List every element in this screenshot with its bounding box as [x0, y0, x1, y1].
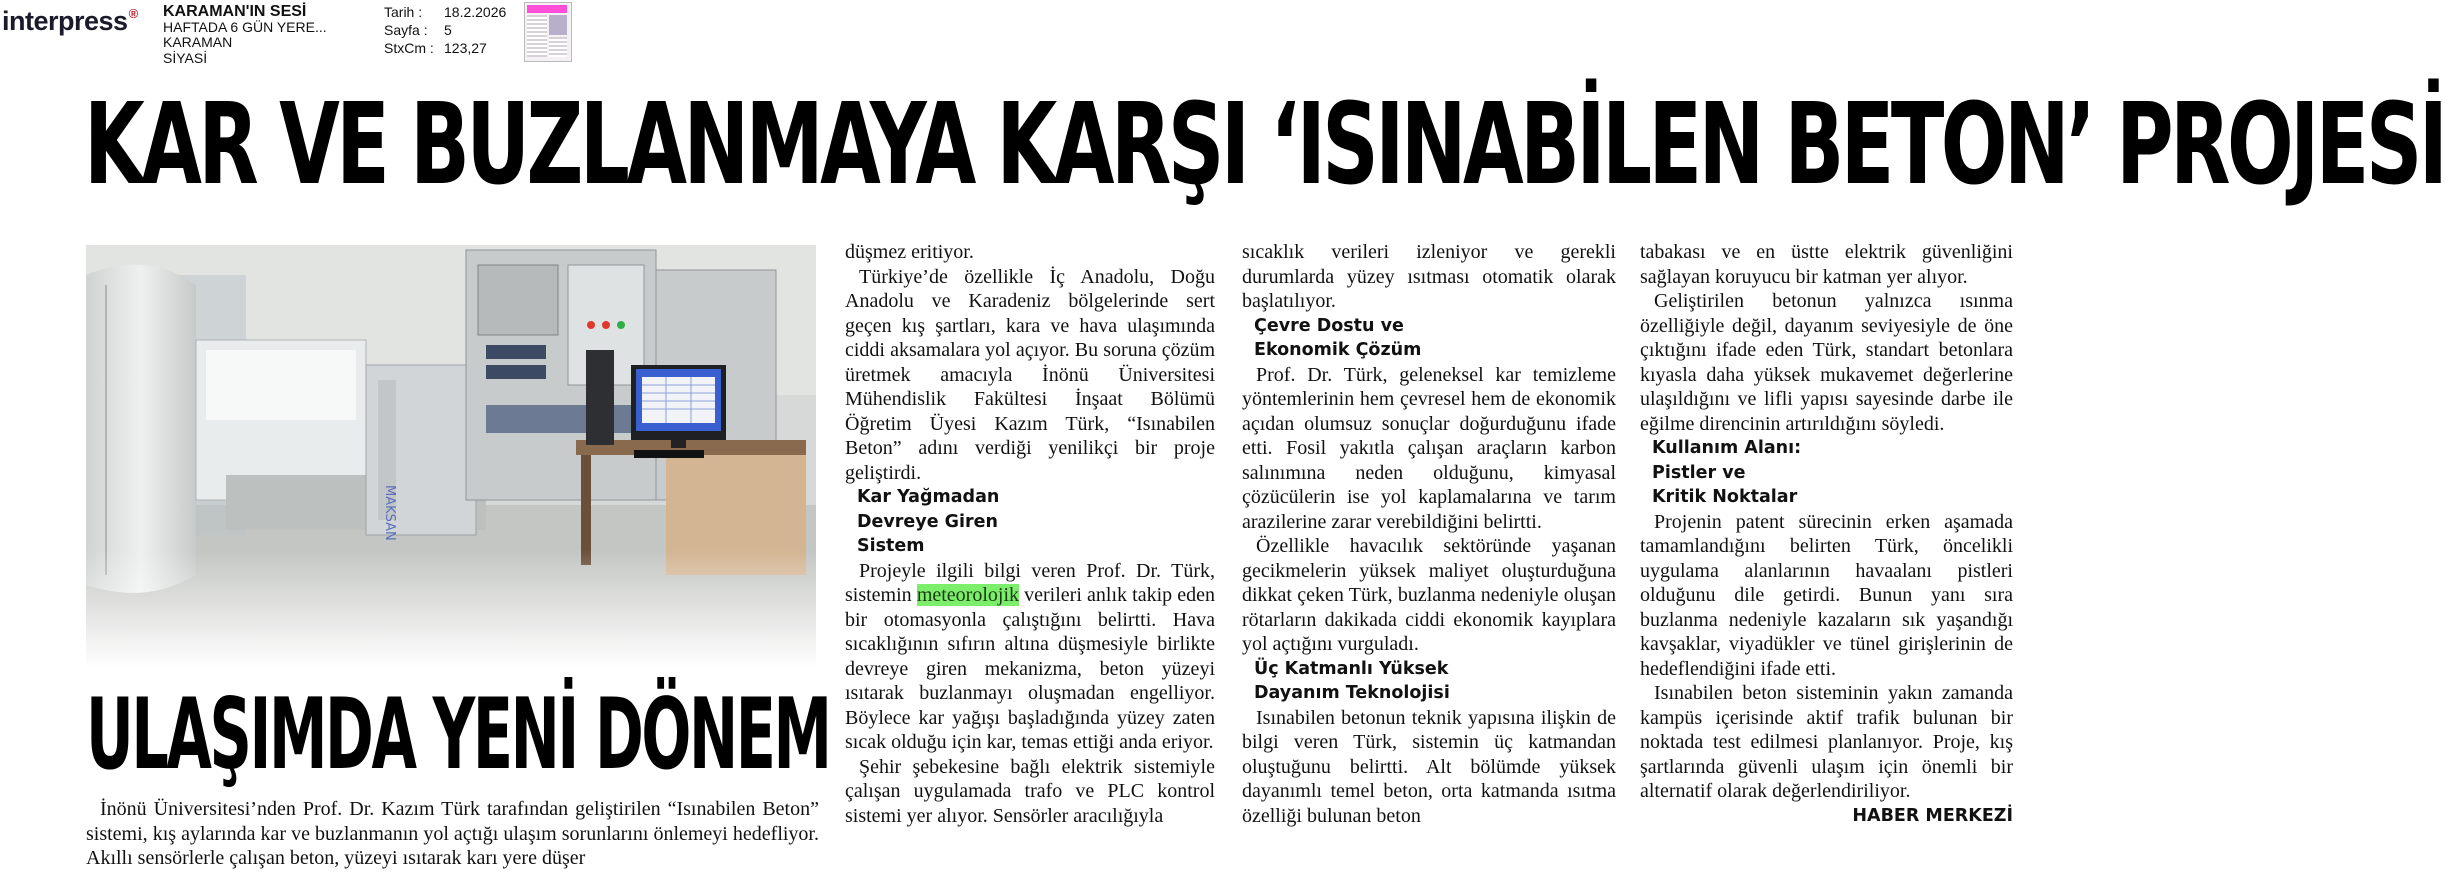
col1-paragraph-4: Şehir şebekesine bağlı elektrik sistemiyle çalışan uygulamada trafo ve PLC kontrol sistemi yer alıyor. Sensörler aracılığıyla	[845, 755, 1215, 827]
col1-subheading-line-1: Kar Yağmadan	[857, 487, 1000, 507]
publication-name: KARAMAN'IN SESİ	[163, 3, 307, 20]
col1-subheading-line-3: Sistem	[857, 536, 925, 556]
page-label: Sayfa :	[384, 22, 428, 38]
publication-frequency: HAFTADA 6 GÜN YERE...	[163, 18, 327, 35]
col3-subheading-line-2: Pistler ve	[1652, 462, 1746, 483]
col3-paragraph-1: tabakası ve en üstte elektrik güvenliğini sağlayan koruyucu bir katman yer alıyor.	[1640, 241, 2013, 288]
publication-info	[163, 4, 327, 66]
registered-mark: ®	[128, 6, 138, 21]
highlighted-word: meteorolojik	[916, 584, 1020, 606]
area-value: 123,27	[444, 40, 487, 56]
date-label: Tarih :	[384, 4, 423, 20]
col2-paragraph-2: Prof. Dr. Türk, geleneksel kar temizleme yöntemlerinin hem çevresel hem de ekonomik açıdan olumsuz sonuçlar doğurduğunu ifade etti. Fosil yakıtla çalışan araçların karbon salınımına neden olduğunu, kimyasal çözücülerin ise yol kaplamalarına ve tarım arazilerine zarar verebildiğini belirtti.	[1242, 363, 1616, 533]
col2-subheading-line-3: Üç Katmanlı Yüksek	[1254, 658, 1449, 679]
interpress-logo: interpress®	[2, 6, 138, 36]
lead-paragraph: İnönü Üniversitesi’nden Prof. Dr. Kazım Türk tarafından geliştirilen “Isınabilen Beton” sistemi, kış aylarında kar ve buzlanmanın yol açtığı ulaşım sorunlarını önlemeyi hedefliyor. Akıllı sensörlerle çalışan beton, yüzeyi ısıtarak karı yere düşer	[86, 798, 819, 869]
area-label: StxCm :	[384, 40, 434, 56]
col3-subheading-line-3: Kritik Noktalar	[1652, 487, 1798, 507]
publication-category: SİYASİ	[163, 49, 208, 66]
col1-paragraph-3: Projeyle ilgili bilgi veren Prof. Dr. Türk, sistemin meteorolojik verileri anlık takip eden bir otomasyonla çalıştığını belirtti. Hava sıcaklığının sıfırın altına düşmesiyle birlikte devreye giren mekanizma, beton yüzeyi ısıtarak buzlanmayı oluşmadan engelliyor. Böylece kar yağışı başladığında yüzey zaten sıcak olduğu için kar, temas ettiği anda eriyor.	[845, 559, 1216, 753]
clipping-meta	[384, 3, 506, 57]
laboratory-photo-icon	[86, 245, 816, 668]
article-column-2	[1242, 240, 1616, 828]
col2-subheading-line-2: Ekonomik Çözüm	[1254, 340, 1422, 360]
article-column-1	[845, 240, 1215, 828]
article-signature: HABER MERKEZİ	[1852, 805, 2013, 826]
col2-subheading-line-1: Çevre Dostu ve	[1254, 315, 1404, 336]
col1-subheading-line-2: Devreye Giren	[857, 511, 998, 532]
publication-city: KARAMAN	[163, 34, 233, 50]
col2-paragraph-1: sıcaklık verileri izleniyor ve gerekli durumlarda yüzey ısıtması otomatik olarak başlatılıyor.	[1242, 241, 1616, 312]
col3-paragraph-3: Projenin patent sürecinin erken aşamada tamamlandığını belirten Türk, öncelikli uygulama alanlarının havaalanı pistleri olduğunu dile getirdi. Bunun yanı sıra buzlanma nedeniyle kazaların sık yaşandığı kavşaklar, viyadükler ve tünel girişlerinin de hedeflendiğini ifade etti.	[1640, 510, 2013, 680]
col1-paragraph-2: Türkiye’de özellikle İç Anadolu, Doğu Anadolu ve Karadeniz bölgelerinde sert geçen kış şartları, kara ve hava ulaşımında ciddi aksamalara yol açıyor. Bu soruna çözüm üretmek amacıyla İnönü Üniversitesi Mühendislik Fakültesi İnşaat Bölümü Öğretim Üyesi Kazım Türk, “Isınabilen Beton” adını verdiği yenilikçi bir proje geliştirdi.	[845, 265, 1215, 484]
article-subheadline: ULAŞIMDA YENİ DÖNEM	[86, 678, 830, 792]
col1-paragraph-1: düşmez eritiyor.	[845, 241, 974, 263]
page-thumbnail[interactable]	[524, 2, 572, 62]
article-column-3	[1640, 240, 2013, 828]
col2-paragraph-3: Özellikle havacılık sektöründe yaşanan gecikmelerin yüksek maliyet oluşturduğuna dikkat çeken Türk, buzlanma nedeniyle oluşan rötarların dakikada ciddi ekonomik kayıplara yol açtığını vurguladı.	[1242, 535, 1616, 655]
col3-paragraph-4: Isınabilen beton sisteminin yakın zamanda kampüs içerisinde aktif trafik bulunan bir noktada test edilmesi planlanıyor. Proje, kış şartlarında güvenli ulaşım için önemli bir alternatif olarak değerlendiriliyor. HABER MERKEZİ	[1640, 681, 2013, 804]
article-headline: KAR VE BUZLANMAYA KARŞI ‘ISINABİLEN BETON’ PROJESİ	[84, 80, 2445, 210]
col2-subheading-line-4: Dayanım Teknolojisi	[1254, 683, 1450, 703]
col2-paragraph-4: Isınabilen betonun teknik yapısına ilişkin de bilgi veren Türk, sistemin üç katmandan oluştuğunu belirtti. Alt bölümde yüksek dayanımlı temel beton, orta katmanda ısıtma özelliği bulunan beton	[1242, 706, 1616, 827]
page-value: 5	[444, 22, 452, 38]
date-value: 18.2.2026	[444, 4, 507, 20]
col3-subheading-line-1: Kullanım Alanı:	[1652, 438, 1802, 458]
col3-paragraph-2: Geliştirilen betonun yalnızca ısınma özelliğiyle değil, dayanım seviyesiyle de öne çıktığını ifade eden Türk, standart betonlara kıyasla daha yüksek mukavemet değerlerine ulaşıldığını ve lifli yapısı sayesinde darbe ile eğilme direncinin artırıldığını söyledi.	[1640, 290, 2013, 435]
